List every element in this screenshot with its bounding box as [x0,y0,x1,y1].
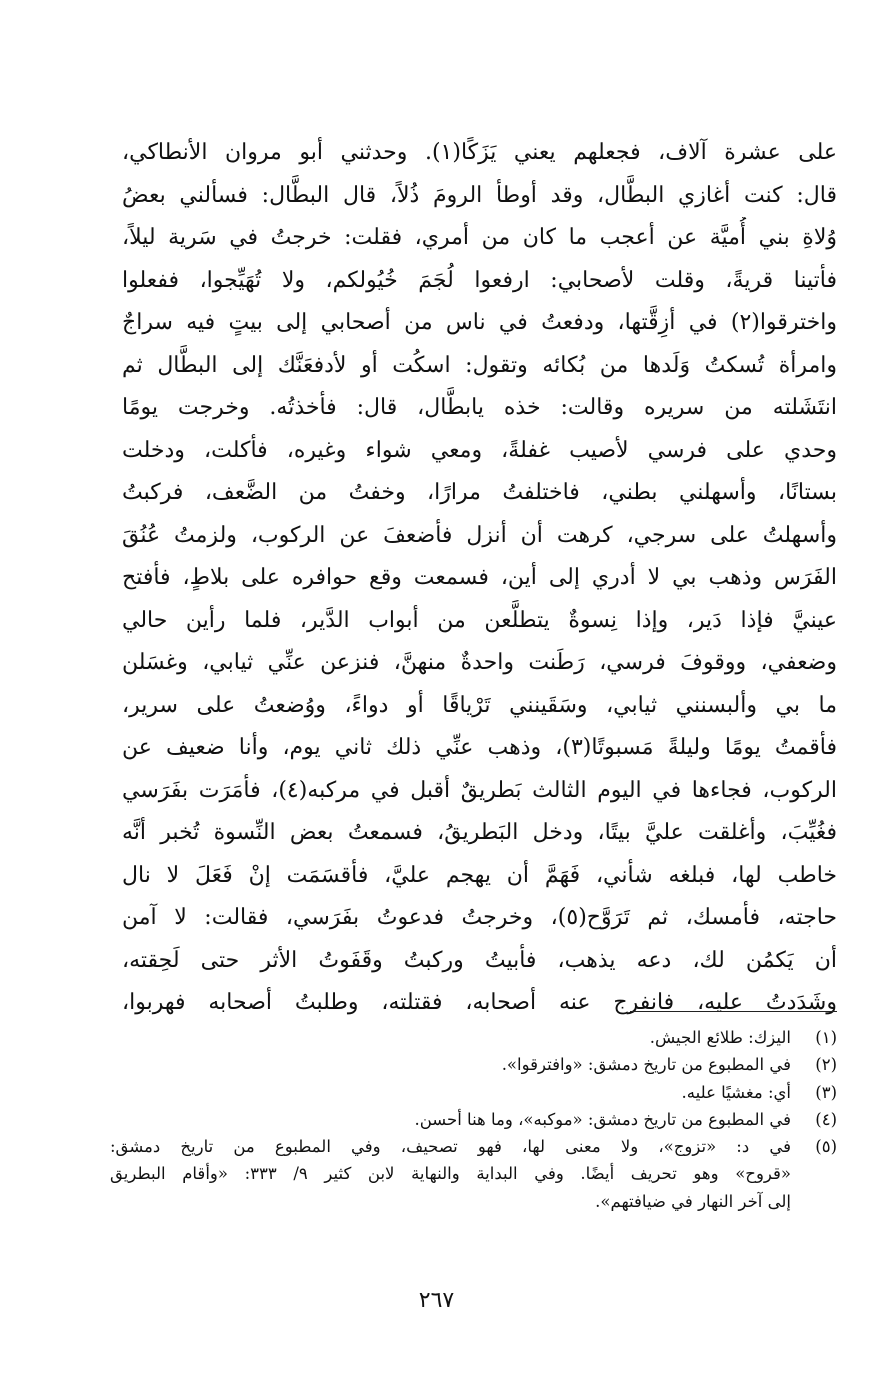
footnote-number: (٤) [815,1109,837,1129]
footnote-line: «قروح» وهو تحريف أيضًا. وفي البداية والنهاية لابن كثير ٩/ ٣٣٣: «وأقام البطريق [110,1164,791,1184]
main-text-block [122,132,837,1025]
footnote-text [110,1024,791,1051]
text-line: وشَدَدتُ عليه، فانفرج عنه أصحابه، فقتلته، وطلبتُ أصحابه فهربوا، [122,990,837,1015]
footnote-number: (٥) [815,1137,837,1157]
text-line: على عشرة آلاف، فجعلهم يعني يَزَكًا(١). وحدثني أبو مروان الأنطاكي، [122,140,837,165]
text-line: أن يَكمُن لك، دعه يذهب، فأبيتُ وركبتُ وقَفَوتُ الأثر حتى لَحِقته، [122,947,837,973]
footnote-text [110,1051,791,1078]
footnote [110,1079,837,1106]
text-line: قال: كنت أغازي البطَّال، وقد أوطأ الرومَ ذُلاً، قال البطَّال: فسألني بعضُ [122,182,837,208]
footnote-line: في المطبوع من تاريخ دمشق: «موكبه»، وما هنا أحسن. [414,1109,791,1129]
text-line: الركوب، فجاءها في اليوم الثالث بَطريقٌ أقبل في مركبه(٤)، فأمَرَت بفَرَسي [122,777,837,803]
footnote-number: (٣) [815,1082,837,1102]
footnote-line: اليزك: طلائع الجيش. [649,1028,791,1047]
footnote-separator [630,1011,837,1012]
footnote-text [110,1106,791,1133]
text-line: خاطب لها، فبلغه شأني، فَهَمَّ أن يهجم عليَّ، فأقسَمَت إنْ فَعَلَ لا نال [122,862,837,888]
text-line: فغُيِّبَ، وأغلقت عليَّ بيتًا، ودخل البَطريقُ، فسمعتُ بعض النِّسوة تُخبر أنَّه [122,820,837,845]
footnotes [110,1024,837,1215]
footnote-line: أي: مغشيًا عليه. [681,1082,791,1102]
page-number: ٢٦٧ [418,1288,455,1313]
text-line: فأقمتُ يومًا وليلةً مَسبوتًا(٣)، وذهب عنِّي ذلك ثاني يوم، وأنا ضعيف عن [122,735,837,760]
text-line: وامرأة تُسكتُ وَلَدها من بُكائه وتقول: اسكُت أو لأدفعَنَّك إلى البطَّال ثم [122,352,837,378]
footnote [110,1106,837,1133]
text-line: وأسهلتُ على سرجي، كرهت أن أنزل فأضعفَ عن الركوب، ولزمتُ عُنُقَ [122,522,837,548]
footnote-line: في د: «تزوج»، ولا معنى لها، فهو تصحيف، وفي المطبوع من تاريخ دمشق: [110,1137,791,1157]
text-line: حاجته، فأمسك، ثم تَرَوَّح(٥)، وخرجتُ فدعوتُ بفَرَسي، فقالت: لا آمن [122,905,837,930]
text-line: فأتينا قريةً، وقلت لأصحابي: ارفعوا لُجَمَ خُيُولكم، ولا تُهَيِّجوا، ففعلوا [122,267,837,293]
footnote-number: (١) [815,1028,837,1047]
text-line: وحدي على فرسي لأصيب غفلةً، ومعي شواء وغيره، فأكلت، ودخلت [122,437,837,463]
text-line: ما بي وألبسنني ثيابي، وسَقَينني تَرْياقًا أو دواءً، ووُضعتُ على سرير، [122,692,837,718]
footnote-text [110,1079,791,1106]
text-line: عينيَّ فإذا دَير، وإذا نِسوةٌ يتطلَّعن من أبواب الدَّير، فلما رأين حالي [122,607,837,633]
text-line: واخترقوا(٢) في أزِقَّتها، ودفعتُ في ناس من أصحابي إلى بيتٍ فيه سراجٌ [122,310,837,335]
text-line: وضعفي، ووقوفَ فرسي، رَطَنت واحدةٌ منهنَّ، فنزعن عنِّي ثيابي، وغسَلن [122,650,837,675]
footnote-number: (٢) [815,1055,837,1075]
text-line: الفَرَس وذهب بي لا أدري إلى أين، فسمعت وقع حوافره على بلاطٍ، فأفتح [122,565,837,590]
footnote-line: إلى آخر النهار في ضيافتهم». [595,1191,791,1211]
text-line: بستانًا، وأسهلني بطني، فاختلفتُ مرارًا، وخفتُ من الضَّعف، فركبتُ [122,480,837,505]
text-line: وُلاةِ بني أُميَّة عن أعجب ما كان من أمري، فقلت: خرجتُ في سَرية ليلاً، [122,225,837,250]
text-line: انتَشَلته من سريره وقالت: خذه يابطَّال، قال: فأخذتُه. وخرجت يومًا [122,395,837,420]
footnote [110,1051,837,1078]
footnote-line: في المطبوع من تاريخ دمشق: «وافترقوا». [501,1055,791,1075]
footnote [110,1133,837,1215]
footnote-text [110,1133,791,1215]
footnote [110,1024,837,1051]
